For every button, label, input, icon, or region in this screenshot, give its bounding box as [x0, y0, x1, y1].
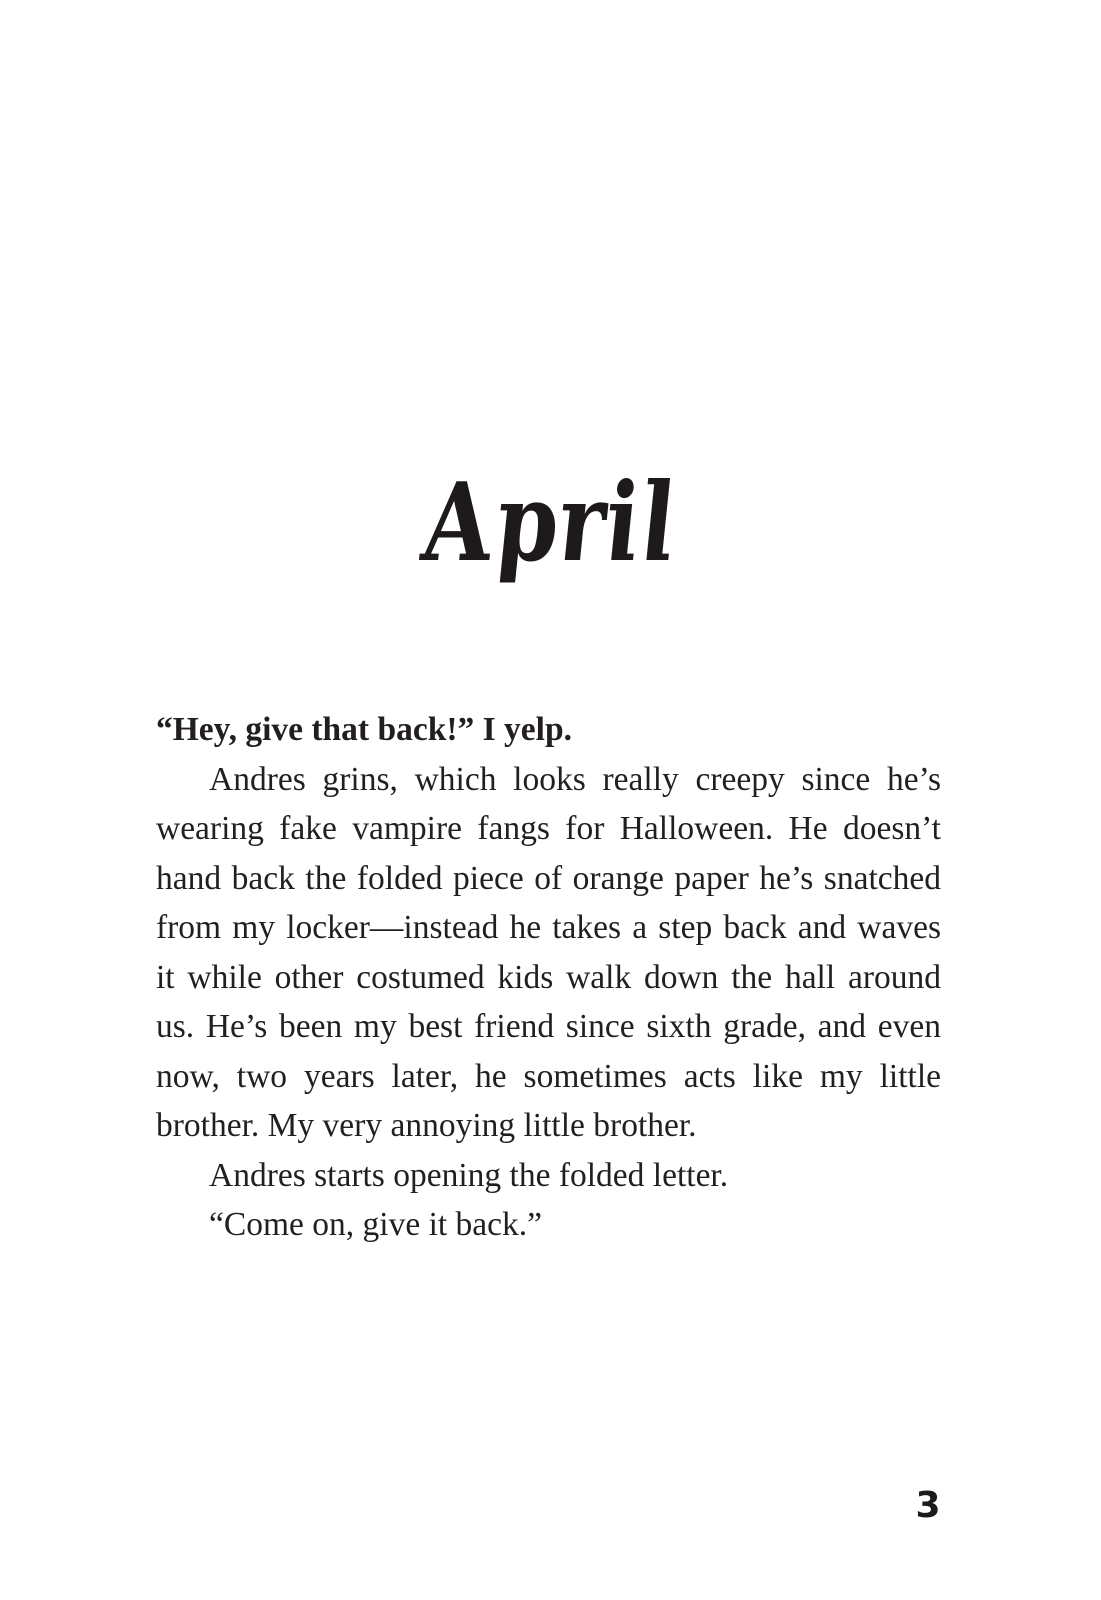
chapter-body	[156, 705, 941, 1250]
chapter-title-text: April	[420, 460, 681, 586]
chapter-title	[0, 448, 1101, 598]
paragraph-opening-letter: Andres starts opening the folded letter.	[209, 1156, 729, 1194]
page-number: 3	[915, 1485, 941, 1526]
paragraph-opening-dialogue: “Hey, give that back!” I yelp.	[156, 711, 572, 748]
paragraph-give-it-back: “Come on, give it back.”	[209, 1206, 543, 1243]
paragraph-andres-grins: Andres grins, which looks really creepy since he’s wearing fake vampire fangs for Halloween. He doesn’t hand back the folded piece of orange paper he’s snatched from my locker—instead he takes a step back and waves it while other costumed kids walk down the hall around us. He’s been my best friend since sixth grade, and even now, two years later, he sometimes acts like my little brother. My very annoying little brother.	[156, 760, 941, 1144]
